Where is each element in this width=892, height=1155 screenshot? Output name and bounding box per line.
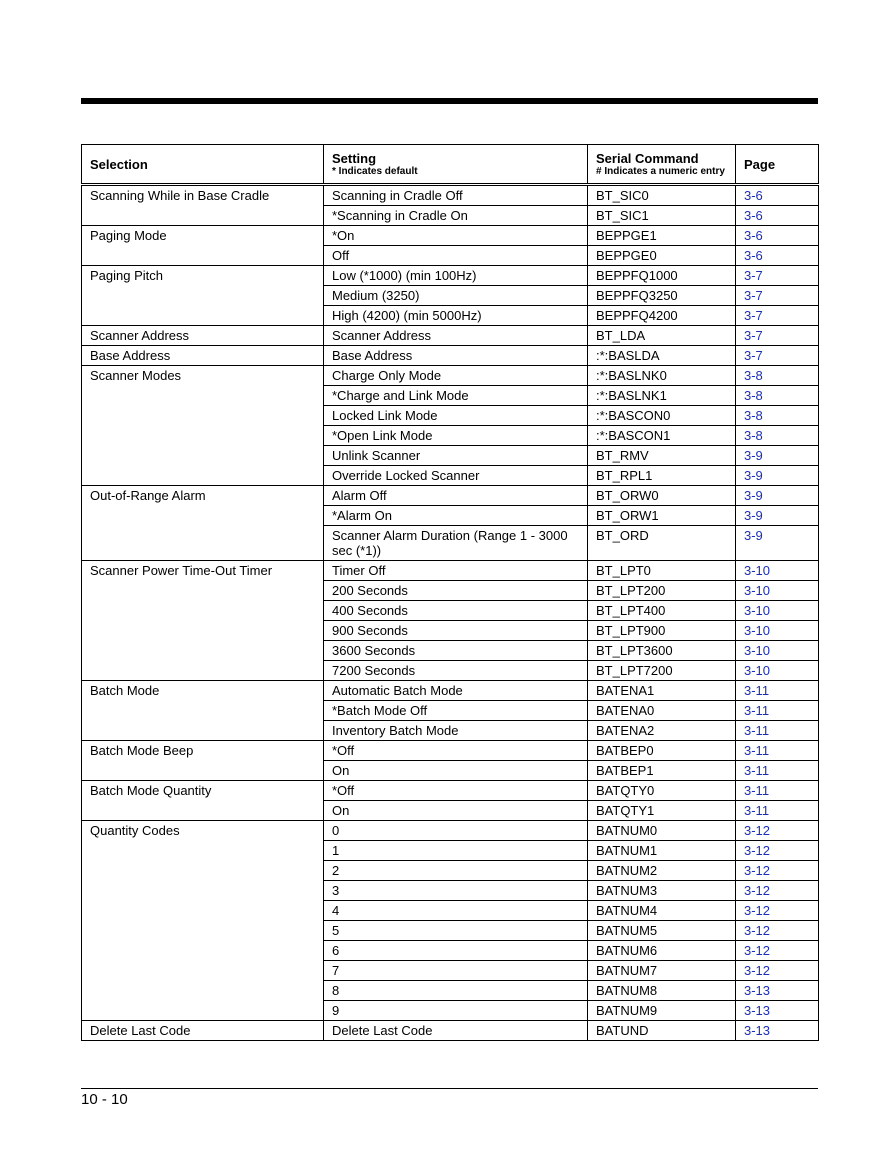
setting-cell: 5 [324, 921, 588, 941]
page-link[interactable]: 3-13 [736, 1021, 819, 1041]
table-row [82, 681, 819, 701]
page-link[interactable]: 3-6 [736, 246, 819, 266]
selection-cell [82, 506, 324, 526]
selection-cell [82, 621, 324, 641]
serial-command-cell: BATNUM2 [588, 861, 736, 881]
setting-cell: Base Address [324, 346, 588, 366]
selection-cell [82, 921, 324, 941]
setting-cell: *Off [324, 741, 588, 761]
page-link[interactable]: 3-12 [736, 941, 819, 961]
setting-cell: *Off [324, 781, 588, 801]
page-link[interactable]: 3-8 [736, 426, 819, 446]
serial-command-cell: BATQTY0 [588, 781, 736, 801]
page-link[interactable]: 3-12 [736, 921, 819, 941]
serial-command-cell: BEPPGE0 [588, 246, 736, 266]
selection-cell [82, 941, 324, 961]
page-link[interactable]: 3-7 [736, 286, 819, 306]
serial-command-cell: BATNUM9 [588, 1001, 736, 1021]
serial-command-cell: BATBEP0 [588, 741, 736, 761]
selection-cell [82, 641, 324, 661]
setting-cell: 200 Seconds [324, 581, 588, 601]
table-row [82, 821, 819, 841]
page-link[interactable]: 3-9 [736, 506, 819, 526]
serial-command-cell: BT_LPT900 [588, 621, 736, 641]
selection-cell [82, 286, 324, 306]
selection-cell: Batch Mode [82, 681, 324, 701]
setting-cell: 0 [324, 821, 588, 841]
setting-cell: Locked Link Mode [324, 406, 588, 426]
serial-command-cell: BATNUM7 [588, 961, 736, 981]
table-row [82, 506, 819, 526]
header-setting [324, 145, 588, 185]
page-link[interactable]: 3-12 [736, 861, 819, 881]
serial-command-cell: BATENA0 [588, 701, 736, 721]
page-link[interactable]: 3-11 [736, 701, 819, 721]
table-row [82, 801, 819, 821]
header-setting-note: * Indicates default [332, 166, 418, 177]
selection-cell [82, 801, 324, 821]
header-serial-command [588, 145, 736, 185]
page-link[interactable]: 3-6 [736, 185, 819, 206]
serial-command-cell: BATNUM3 [588, 881, 736, 901]
selection-cell [82, 981, 324, 1001]
table-row [82, 326, 819, 346]
table-row [82, 941, 819, 961]
page-number: 10 - 10 [81, 1091, 128, 1108]
selection-cell [82, 601, 324, 621]
header-selection: Selection [82, 145, 324, 185]
table-row [82, 226, 819, 246]
serial-command-cell: BATNUM8 [588, 981, 736, 1001]
table-row [82, 426, 819, 446]
table-row [82, 781, 819, 801]
table-row [82, 306, 819, 326]
table-row [82, 881, 819, 901]
page-link[interactable]: 3-12 [736, 841, 819, 861]
selection-cell: Batch Mode Quantity [82, 781, 324, 801]
selection-cell [82, 206, 324, 226]
serial-command-cell: BT_SIC1 [588, 206, 736, 226]
selection-cell [82, 701, 324, 721]
serial-command-cell: BT_ORD [588, 526, 736, 561]
setting-cell: On [324, 801, 588, 821]
page-link[interactable]: 3-10 [736, 661, 819, 681]
table-row [82, 581, 819, 601]
selection-cell: Base Address [82, 346, 324, 366]
serial-command-cell: :*:BASCON1 [588, 426, 736, 446]
page-link[interactable]: 3-6 [736, 206, 819, 226]
setting-cell: 4 [324, 901, 588, 921]
setting-cell: 3 [324, 881, 588, 901]
serial-command-cell: BT_SIC0 [588, 185, 736, 206]
selection-cell [82, 406, 324, 426]
selection-cell: Delete Last Code [82, 1021, 324, 1041]
serial-command-cell: BT_LPT3600 [588, 641, 736, 661]
page-link[interactable]: 3-9 [736, 446, 819, 466]
page-link[interactable]: 3-10 [736, 621, 819, 641]
selection-cell [82, 1001, 324, 1021]
setting-cell: Charge Only Mode [324, 366, 588, 386]
table-row [82, 981, 819, 1001]
selection-cell [82, 901, 324, 921]
table-row [82, 266, 819, 286]
serial-command-cell: BATNUM6 [588, 941, 736, 961]
header-setting-label: Setting [332, 151, 377, 166]
table-row [82, 346, 819, 366]
table-row [82, 721, 819, 741]
page-link[interactable]: 3-12 [736, 821, 819, 841]
setting-cell: 7 [324, 961, 588, 981]
setting-cell: Timer Off [324, 561, 588, 581]
table-row [82, 921, 819, 941]
serial-command-cell: BATNUM4 [588, 901, 736, 921]
selection-cell: Quantity Codes [82, 821, 324, 841]
setting-cell: Unlink Scanner [324, 446, 588, 466]
selection-cell: Scanner Power Time-Out Timer [82, 561, 324, 581]
table-row [82, 446, 819, 466]
serial-command-cell: BEPPFQ1000 [588, 266, 736, 286]
page-link[interactable]: 3-12 [736, 881, 819, 901]
serial-command-cell: BEPPFQ3250 [588, 286, 736, 306]
selection-cell [82, 761, 324, 781]
table-row [82, 1001, 819, 1021]
setting-cell: 1 [324, 841, 588, 861]
serial-command-cell: BEPPGE1 [588, 226, 736, 246]
table-row [82, 386, 819, 406]
page-link[interactable]: 3-7 [736, 346, 819, 366]
page-link[interactable]: 3-8 [736, 366, 819, 386]
setting-cell: 9 [324, 1001, 588, 1021]
selection-cell [82, 841, 324, 861]
page-link[interactable]: 3-11 [736, 801, 819, 821]
page-link[interactable]: 3-13 [736, 1001, 819, 1021]
table-row [82, 741, 819, 761]
table-row [82, 641, 819, 661]
serial-command-cell: BT_RPL1 [588, 466, 736, 486]
serial-command-cell: BT_LPT400 [588, 601, 736, 621]
page-link[interactable]: 3-8 [736, 406, 819, 426]
page-link[interactable]: 3-11 [736, 761, 819, 781]
setting-cell: 7200 Seconds [324, 661, 588, 681]
serial-command-cell: BT_LPT200 [588, 581, 736, 601]
serial-command-cell: BATENA1 [588, 681, 736, 701]
table-row [82, 185, 819, 206]
table-row [82, 366, 819, 386]
setting-cell: 3600 Seconds [324, 641, 588, 661]
table-row [82, 901, 819, 921]
selection-cell [82, 881, 324, 901]
setting-cell: Scanner Address [324, 326, 588, 346]
table-row [82, 526, 819, 561]
selection-cell: Paging Pitch [82, 266, 324, 286]
selection-cell [82, 661, 324, 681]
table-row [82, 841, 819, 861]
setting-cell: *Scanning in Cradle On [324, 206, 588, 226]
selection-cell [82, 721, 324, 741]
page-link[interactable]: 3-13 [736, 981, 819, 1001]
table-row [82, 961, 819, 981]
page-link[interactable]: 3-9 [736, 486, 819, 506]
setting-cell: Scanner Alarm Duration (Range 1 - 3000 sec (*1)) [324, 526, 588, 561]
selection-cell [82, 526, 324, 561]
page-link[interactable]: 3-11 [736, 781, 819, 801]
table-row [82, 561, 819, 581]
page-link[interactable]: 3-12 [736, 901, 819, 921]
table-row [82, 701, 819, 721]
selection-cell: Scanner Modes [82, 366, 324, 386]
table-row [82, 406, 819, 426]
serial-command-cell: BATNUM1 [588, 841, 736, 861]
serial-command-cell: BATUND [588, 1021, 736, 1041]
selection-cell [82, 306, 324, 326]
page-link[interactable]: 3-10 [736, 601, 819, 621]
page-link[interactable]: 3-11 [736, 681, 819, 701]
setting-cell: *Batch Mode Off [324, 701, 588, 721]
table-row [82, 466, 819, 486]
setting-cell: *Alarm On [324, 506, 588, 526]
setting-cell: On [324, 761, 588, 781]
setting-cell: Low (*1000) (min 100Hz) [324, 266, 588, 286]
page-link[interactable]: 3-10 [736, 641, 819, 661]
serial-command-cell: :*:BASCON0 [588, 406, 736, 426]
setting-cell: Alarm Off [324, 486, 588, 506]
selection-cell [82, 466, 324, 486]
table-header-row [82, 145, 819, 185]
setting-cell: High (4200) (min 5000Hz) [324, 306, 588, 326]
serial-command-cell: :*:BASLNK1 [588, 386, 736, 406]
serial-command-cell: BT_ORW1 [588, 506, 736, 526]
setting-cell: *Charge and Link Mode [324, 386, 588, 406]
serial-command-cell: BT_ORW0 [588, 486, 736, 506]
selection-cell [82, 581, 324, 601]
setting-cell: Override Locked Scanner [324, 466, 588, 486]
page-link[interactable]: 3-8 [736, 386, 819, 406]
table-row [82, 601, 819, 621]
header-serial-command-note: # Indicates a numeric entry [596, 166, 725, 177]
page-link[interactable]: 3-10 [736, 581, 819, 601]
selection-cell [82, 386, 324, 406]
page-link[interactable]: 3-11 [736, 721, 819, 741]
serial-command-cell: BT_RMV [588, 446, 736, 466]
page-link[interactable]: 3-7 [736, 266, 819, 286]
selection-cell [82, 961, 324, 981]
page-link[interactable]: 3-9 [736, 466, 819, 486]
serial-command-cell: :*:BASLDA [588, 346, 736, 366]
table-row [82, 206, 819, 226]
table-row [82, 486, 819, 506]
serial-command-cell: BATQTY1 [588, 801, 736, 821]
selection-cell: Out-of-Range Alarm [82, 486, 324, 506]
selection-cell [82, 246, 324, 266]
setting-cell: 8 [324, 981, 588, 1001]
setting-cell: Medium (3250) [324, 286, 588, 306]
table-row [82, 621, 819, 641]
serial-command-cell: BT_LPT0 [588, 561, 736, 581]
setting-cell: Scanning in Cradle Off [324, 185, 588, 206]
page-link[interactable]: 3-10 [736, 561, 819, 581]
serial-command-cell: BATNUM5 [588, 921, 736, 941]
selection-cell: Scanner Address [82, 326, 324, 346]
header-serial-command-label: Serial Command [596, 151, 699, 166]
table-row [82, 661, 819, 681]
serial-command-cell: BATBEP1 [588, 761, 736, 781]
setting-cell: Inventory Batch Mode [324, 721, 588, 741]
selection-cell [82, 446, 324, 466]
serial-command-cell: :*:BASLNK0 [588, 366, 736, 386]
page-link[interactable]: 3-7 [736, 306, 819, 326]
page-link[interactable]: 3-11 [736, 741, 819, 761]
selection-cell: Paging Mode [82, 226, 324, 246]
table-row [82, 246, 819, 266]
setting-cell: Delete Last Code [324, 1021, 588, 1041]
page-link[interactable]: 3-12 [736, 961, 819, 981]
setting-cell: 2 [324, 861, 588, 881]
table-row [82, 286, 819, 306]
page-link[interactable]: 3-6 [736, 226, 819, 246]
page-link[interactable]: 3-7 [736, 326, 819, 346]
top-rule [81, 98, 818, 104]
table-row [82, 861, 819, 881]
selection-cell [82, 861, 324, 881]
table-row [82, 1021, 819, 1041]
header-page: Page [736, 145, 819, 185]
bottom-rule [81, 1088, 818, 1089]
setting-cell: *Open Link Mode [324, 426, 588, 446]
setting-cell: 6 [324, 941, 588, 961]
serial-command-cell: BT_LPT7200 [588, 661, 736, 681]
serial-command-cell: BATENA2 [588, 721, 736, 741]
setting-cell: Off [324, 246, 588, 266]
setting-cell: 400 Seconds [324, 601, 588, 621]
setting-cell: *On [324, 226, 588, 246]
selection-cell: Scanning While in Base Cradle [82, 185, 324, 206]
page-link[interactable]: 3-9 [736, 526, 819, 561]
serial-command-cell: BEPPFQ4200 [588, 306, 736, 326]
table-body [82, 185, 819, 1041]
selection-cell: Batch Mode Beep [82, 741, 324, 761]
selection-cell [82, 426, 324, 446]
table-row [82, 761, 819, 781]
serial-command-cell: BT_LDA [588, 326, 736, 346]
serial-command-table [81, 144, 819, 1041]
setting-cell: 900 Seconds [324, 621, 588, 641]
serial-command-cell: BATNUM0 [588, 821, 736, 841]
setting-cell: Automatic Batch Mode [324, 681, 588, 701]
